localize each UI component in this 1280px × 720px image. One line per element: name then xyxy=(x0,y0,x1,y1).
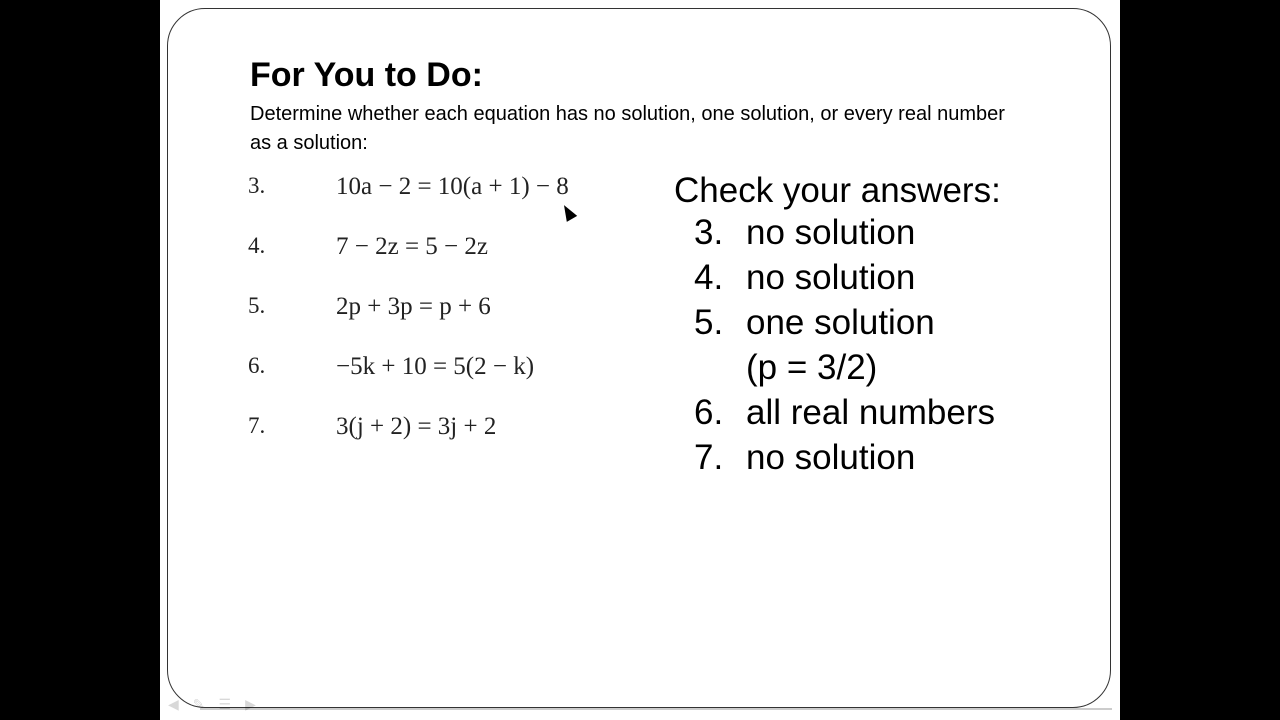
slide-title: For You to Do: xyxy=(250,56,483,94)
answer-item xyxy=(694,213,915,253)
answer-text: no solution xyxy=(746,438,916,477)
problem-number: 7. xyxy=(248,413,266,438)
slide-frame-shadow xyxy=(200,708,1112,710)
slide xyxy=(160,0,1120,720)
answer-number: 4. xyxy=(694,258,724,297)
problem-equation: 3(j + 2) = 3j + 2 xyxy=(336,413,497,440)
answer-item xyxy=(694,303,935,343)
problem-equation: 7 − 2z = 5 − 2z xyxy=(336,233,488,260)
pen-icon[interactable]: ✎ xyxy=(192,696,205,712)
menu-icon[interactable]: ☰ xyxy=(218,696,232,712)
problem-item xyxy=(248,233,668,263)
back-arrow-icon[interactable]: ◀ xyxy=(168,696,179,712)
answer-item xyxy=(694,438,915,478)
answer-text: (p = 3/2) xyxy=(746,348,878,387)
answer-number: 7. xyxy=(694,438,724,477)
answer-number: 5. xyxy=(694,303,724,342)
problem-number: 3. xyxy=(248,173,266,198)
answer-item xyxy=(694,393,995,433)
instructions: Determine whether each equation has no solution, one solution, or every real number as a solution: xyxy=(250,103,1005,154)
answer-number: 6. xyxy=(694,393,724,432)
problem-equation: 2p + 3p = p + 6 xyxy=(336,293,491,320)
slide-toolbar[interactable] xyxy=(168,696,256,713)
problem-number: 4. xyxy=(248,233,266,258)
answer-number: 3. xyxy=(694,213,724,252)
answer-item xyxy=(694,258,915,298)
answer-item xyxy=(694,348,877,388)
forward-arrow-icon[interactable]: ▶ xyxy=(245,696,256,712)
answer-text: one solution xyxy=(746,303,935,342)
problem-item xyxy=(248,173,668,203)
problem-number: 5. xyxy=(248,293,266,318)
problem-item xyxy=(248,353,668,383)
problem-item xyxy=(248,413,668,443)
problem-item xyxy=(248,293,668,323)
problem-equation: −5k + 10 = 5(2 − k) xyxy=(336,353,535,380)
answer-text: no solution xyxy=(746,213,916,252)
problem-equation: 10a − 2 = 10(a + 1) − 8 xyxy=(336,173,569,200)
problem-number: 6. xyxy=(248,353,266,378)
check-heading: Check your answers: xyxy=(674,171,1001,210)
answer-text: no solution xyxy=(746,258,916,297)
answer-text: all real numbers xyxy=(746,393,995,432)
